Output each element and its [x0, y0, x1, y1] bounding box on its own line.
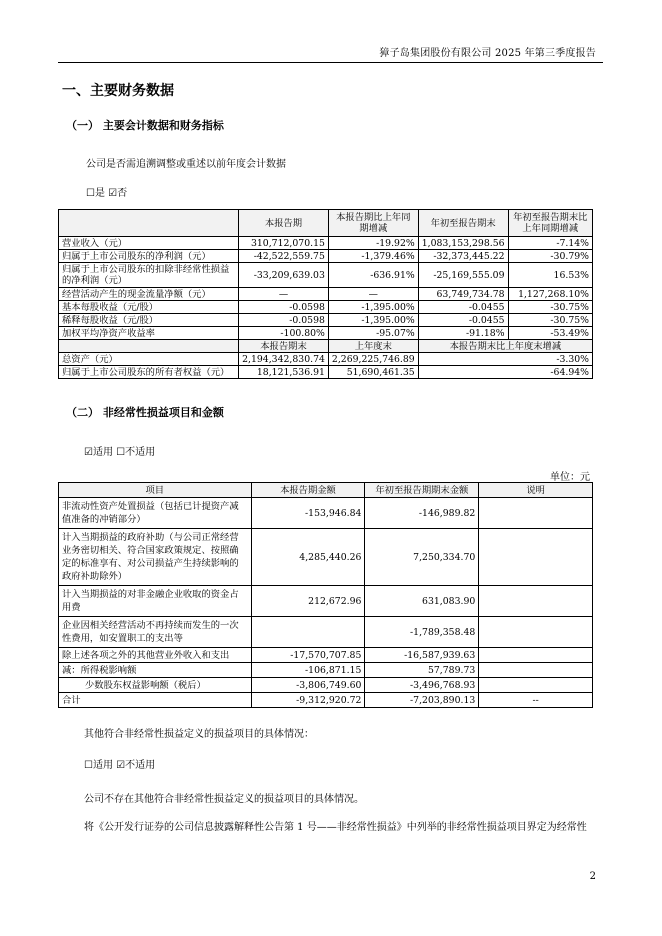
- checkbox-yes[interactable]: ☐: [86, 188, 95, 199]
- cell-value: 2,194,342,830.74: [239, 353, 329, 366]
- option-other-not-applicable-label: 不适用: [125, 760, 156, 771]
- cell-value: -146,989.82: [365, 498, 479, 529]
- cell-value: -25,169,555.09: [418, 263, 508, 288]
- cell-value: 631,083.90: [365, 586, 479, 617]
- table-row: [59, 678, 593, 693]
- column-header: 年初至报告期末比上年同期增减: [508, 210, 592, 237]
- cell-value: -1,789,358.48: [365, 617, 479, 648]
- cell-value: -153,946.84: [251, 498, 365, 529]
- cell-value: [479, 678, 593, 693]
- cell-value: -9,312,920.72: [251, 693, 365, 708]
- checkbox-other-not-applicable[interactable]: ☑: [116, 760, 126, 771]
- column-header: 本报告期末比上年度末增减: [418, 340, 592, 353]
- cell-value: 51,690,461.35: [328, 366, 418, 379]
- cell-value: 7,250,334.70: [365, 529, 479, 586]
- unit-label: 单位：元: [550, 472, 590, 483]
- table-row: [59, 288, 593, 301]
- cell-value: -3,496,768.93: [365, 678, 479, 693]
- option-not-applicable-label: 不适用: [125, 447, 156, 458]
- cell-value: [251, 617, 365, 648]
- column-header: 本报告期比上年同期增减: [328, 210, 418, 237]
- table-row: [59, 586, 593, 617]
- option-no-label: 否: [117, 188, 128, 199]
- table-row: [59, 366, 593, 379]
- column-header: [59, 210, 239, 237]
- cell-value: -7,203,890.13: [365, 693, 479, 708]
- row-label: 计入当期损益的对非金融企业收取的资金占用费: [59, 586, 252, 617]
- cell-value: 310,712,070.15: [239, 237, 329, 250]
- note-reclassification: 将《公开发行证券的公司信息披露解释性公告第 1 号——非经常性损益》中列举的非经常性损益项目界定为经常性: [84, 822, 587, 833]
- nonrecurring-table: [58, 482, 593, 708]
- column-header: 项目: [59, 483, 252, 498]
- table-header-row-2: [59, 340, 593, 353]
- cell-value: -0.0455: [418, 314, 508, 327]
- cell-value: -7.14%: [508, 237, 592, 250]
- cell-value: -19.92%: [328, 237, 418, 250]
- checkbox-applicable[interactable]: ☑: [84, 447, 93, 458]
- table-row: [59, 693, 593, 708]
- column-header: 年初至报告期末: [418, 210, 508, 237]
- row-label: 归属于上市公司股东的净利润（元）: [59, 250, 239, 263]
- other-items-text: 其他符合非经常性损益定义的损益项目的具体情况：: [84, 729, 314, 740]
- row-label: 总资产（元）: [59, 353, 239, 366]
- page-number: 2: [589, 871, 596, 882]
- table-row: [59, 529, 593, 586]
- cell-value: -0.0598: [239, 301, 329, 314]
- table-row: [59, 301, 593, 314]
- column-header: 本报告期金额: [251, 483, 365, 498]
- table-header-row: [59, 210, 593, 237]
- cell-value: [479, 617, 593, 648]
- checkbox-not-applicable[interactable]: ☐: [116, 447, 126, 458]
- checkbox-no[interactable]: ☑: [108, 188, 118, 199]
- option-yes-label: 是: [94, 188, 105, 199]
- cell-value: -16,587,939.63: [365, 648, 479, 663]
- table-row: [59, 237, 593, 250]
- cell-value: [479, 663, 593, 678]
- table-row: [59, 648, 593, 663]
- cell-value: -100.80%: [239, 327, 329, 340]
- cell-value: 57,789.73: [365, 663, 479, 678]
- cell-value: -64.94%: [418, 366, 592, 379]
- checkbox-other-applicable[interactable]: ☐: [84, 760, 93, 771]
- row-label: 少数股东权益影响额（税后）: [59, 678, 252, 693]
- cell-value: [479, 498, 593, 529]
- column-header: 上年度末: [328, 340, 418, 353]
- cell-value: -106,871.15: [251, 663, 365, 678]
- row-label: 非流动性资产处置损益（包括已计提资产减值准备的冲销部分）: [59, 498, 252, 529]
- restatement-question: 公司是否需追溯调整或重述以前年度会计数据: [86, 159, 286, 170]
- row-label: 稀释每股收益（元/股）: [59, 314, 239, 327]
- cell-value: --: [479, 693, 593, 708]
- cell-value: [479, 529, 593, 586]
- table-row: [59, 263, 593, 288]
- row-label: 企业因相关经营活动不再持续而发生的一次性费用，如安置职工的支出等: [59, 617, 252, 648]
- cell-value: 1,083,153,298.56: [418, 237, 508, 250]
- cell-value: [479, 648, 593, 663]
- cell-value: -1,395.00%: [328, 314, 418, 327]
- note-no-other-items: 公司不存在其他符合非经常性损益定义的损益项目的具体情况。: [84, 794, 364, 805]
- cell-value: -3,806,749.60: [251, 678, 365, 693]
- row-label: 合计: [59, 693, 252, 708]
- cell-value: -0.0455: [418, 301, 508, 314]
- subsection-title-1: （一） 主要会计数据和财务指标: [66, 119, 224, 132]
- cell-value: 2,269,225,746.89: [328, 353, 418, 366]
- table-row: [59, 250, 593, 263]
- restatement-options: [86, 184, 127, 199]
- other-items-options: [84, 756, 155, 771]
- cell-value: -0.0598: [239, 314, 329, 327]
- header-rule: [58, 62, 603, 63]
- cell-value: -1,379.46%: [328, 250, 418, 263]
- row-label: 基本每股收益（元/股）: [59, 301, 239, 314]
- main-financial-table: [58, 209, 593, 379]
- table-row: [59, 327, 593, 340]
- cell-value: 16.53%: [508, 263, 592, 288]
- table-row: [59, 353, 593, 366]
- table-row: [59, 314, 593, 327]
- table-row: [59, 617, 593, 648]
- cell-value: —: [239, 288, 329, 301]
- cell-value: -95.07%: [328, 327, 418, 340]
- nonrecurring-options: [84, 443, 155, 458]
- cell-value: 212,672.96: [251, 586, 365, 617]
- cell-value: 4,285,440.26: [251, 529, 365, 586]
- cell-value: -32,373,445.22: [418, 250, 508, 263]
- column-header: 说明: [479, 483, 593, 498]
- cell-value: -1,395.00%: [328, 301, 418, 314]
- cell-value: -42,522,559.75: [239, 250, 329, 263]
- row-label: 经营活动产生的现金流量净额（元）: [59, 288, 239, 301]
- table-header-row: [59, 483, 593, 498]
- row-label: 加权平均净资产收益率: [59, 327, 239, 340]
- cell-value: [479, 586, 593, 617]
- table-row: [59, 498, 593, 529]
- cell-value: -30.75%: [508, 301, 592, 314]
- column-header: 本报告期: [239, 210, 329, 237]
- cell-value: -17,570,707.85: [251, 648, 365, 663]
- cell-value: —: [328, 288, 418, 301]
- cell-value: -33,209,639.03: [239, 263, 329, 288]
- cell-value: 18,121,536.91: [239, 366, 329, 379]
- cell-value: -53.49%: [508, 327, 592, 340]
- row-label: 减：所得税影响额: [59, 663, 252, 678]
- cell-value: 63,749,734.78: [418, 288, 508, 301]
- row-label: 除上述各项之外的其他营业外收入和支出: [59, 648, 252, 663]
- subsection-title-2: （二） 非经常性损益项目和金额: [66, 406, 224, 419]
- cell-value: 1,127,268.10%: [508, 288, 592, 301]
- cell-value: -91.18%: [418, 327, 508, 340]
- cell-value: -30.79%: [508, 250, 592, 263]
- option-applicable-label: 适用: [92, 447, 113, 458]
- column-header: 本报告期末: [239, 340, 329, 353]
- column-header: [59, 340, 239, 353]
- page-header: 獐子岛集团股份有限公司 2025 年第三季度报告: [379, 48, 596, 59]
- option-other-applicable-label: 适用: [92, 760, 113, 771]
- section-title: 一、主要财务数据: [62, 83, 174, 99]
- cell-value: -30.75%: [508, 314, 592, 327]
- row-label: 营业收入（元）: [59, 237, 239, 250]
- table-row: [59, 663, 593, 678]
- cell-value: -3.30%: [418, 353, 592, 366]
- row-label: 计入当期损益的政府补助（与公司正常经营业务密切相关、符合国家政策规定、按照确定的标准享有、对公司损益产生持续影响的政府补助除外）: [59, 529, 252, 586]
- row-label: 归属于上市公司股东的所有者权益（元）: [59, 366, 239, 379]
- column-header: 年初至报告期期末金额: [365, 483, 479, 498]
- cell-value: -636.91%: [328, 263, 418, 288]
- row-label: 归属于上市公司股东的扣除非经常性损益的净利润（元）: [59, 263, 239, 288]
